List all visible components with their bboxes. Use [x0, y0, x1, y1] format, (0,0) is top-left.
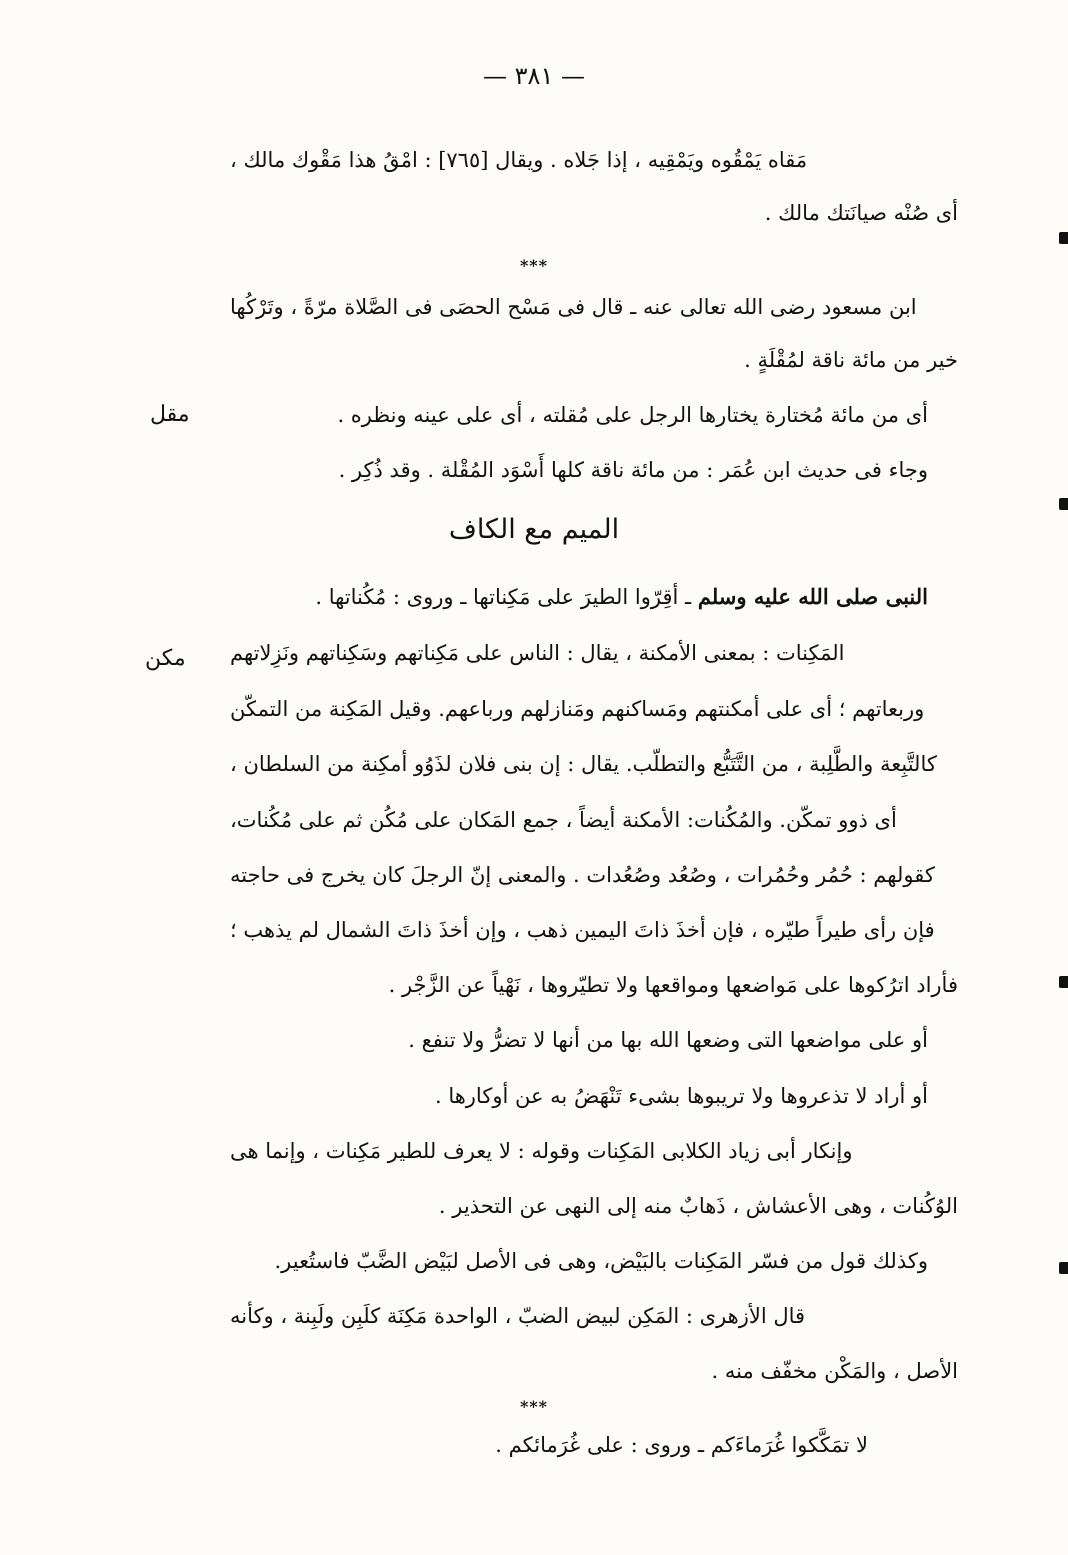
section-heading: الميم مع الكاف [448, 514, 620, 545]
hadith-attribution: النبى صلى الله عليه وسلم [697, 584, 928, 609]
scan-edge-mark [1059, 232, 1068, 244]
margin-root-word: مكن [145, 646, 186, 671]
text-line: كالتَّبِعة والطَّلِبة ، من التَّتَبُّع والتطلّب. يقال : إن بنى فلان لذَوُو أمكِنة من السلطان ، [230, 752, 937, 776]
text-fragment: ـ أقِرّوا الطيرَ على مَكِناتها ـ وروى : مُكُناتها . [315, 585, 698, 609]
text-line: أى ذوو تمكّن. والمُكُنات: الأمكنة أيضاً ، جمع المَكان على مُكُن ثم على مُكُنات، [230, 808, 897, 832]
text-line [315, 582, 928, 612]
text-line: الوُكُنات ، وهى الأعشاش ، ذَهابٌ منه إلى النهى عن التحذير . [438, 1194, 958, 1218]
scan-edge-mark [1059, 976, 1068, 988]
text-line: خير من مائة ناقة لمُقْلَةٍ . [744, 348, 958, 372]
scan-edge-mark [1059, 498, 1068, 510]
text-line: قال الأزهرى : المَكِن لبيض الضبّ ، الواحدة مَكِنَة كلَبِن ولَبِنة ، وكأنه [230, 1304, 806, 1328]
text-line: أو أراد لا تذعروها ولا تريبوها بشىء تَنْهَضُ به عن أوكارها . [434, 1084, 928, 1108]
text-line: أو على مواضعها التى وضعها الله بها من أنها لا تضرُّ ولا تنفع . [408, 1028, 928, 1052]
text-line: ابن مسعود رضى الله تعالى عنه ـ قال فى مَسْح الحصَى فى الصَّلاة مرّةً ، وتَرْكُها [230, 295, 917, 319]
separator-stars: *** [519, 256, 549, 275]
separator-stars: *** [519, 1397, 549, 1416]
scan-edge-mark [1059, 1262, 1068, 1274]
margin-root-word: مقل [150, 402, 190, 427]
text-line: مَقاه يَمْقُوه ويَمْقِيه ، إذا جَلاه . ويقال [٧٦٥] : امْقُ هذا مَقْوك مالك ، [230, 148, 808, 172]
text-line: المَكِنات : بمعنى الأمكنة ، يقال : الناس على مَكِناتهم وسَكِناتهم ونَزِلاتهم [230, 641, 845, 665]
text-line: وربعاتهم ؛ أى على أمكنتهم ومَساكنهم ومَنازلهم ورباعهم. وقيل المَكِنة من التمكّن [230, 697, 925, 721]
page-number: — ٣٨١ — [483, 62, 585, 90]
text-line: لا تمَكَّكوا غُرَماءَكم ـ وروى : على غُرَمائكم . [495, 1433, 868, 1457]
text-line: أى صُنْه صيانَتك مالك . [764, 201, 958, 225]
text-line: وكذلك قول من فسّر المَكِنات بالبَيْض، وهى فى الأصل لبَيْض الضَّبّ فاستُعير. [274, 1249, 928, 1273]
text-line: الأصل ، والمَكْن مخفّف منه . [711, 1359, 958, 1383]
text-line: فإن رأى طيراً طيّره ، فإن أخذَ ذاتَ اليمين ذهب ، وإن أخذَ ذاتَ الشمال لم يذهب ؛ [230, 918, 935, 942]
text-line: كقولهم : حُمُر وحُمُرات ، وصُعُد وصُعُدات . والمعنى إنّ الرجلَ كان يخرج فى حاجته [230, 863, 935, 887]
text-line: وجاء فى حديث ابن عُمَر : من مائة ناقة كلها أَسْوَد المُقْلة . وقد ذُكِر . [338, 458, 928, 482]
text-line: فأراد اترُكوها على مَواضعها ومواقعها ولا تطيّروها ، نَهْياً عن الزَّجْر . [388, 973, 958, 997]
text-line: وإنكار أبى زياد الكلابى المَكِنات وقوله : لا يعرف للطير مَكِنات ، وإنما هى [230, 1139, 853, 1163]
text-line: أى من مائة مُختارة يختارها الرجل على مُقلته ، أى على عينه ونظره . [337, 403, 928, 427]
